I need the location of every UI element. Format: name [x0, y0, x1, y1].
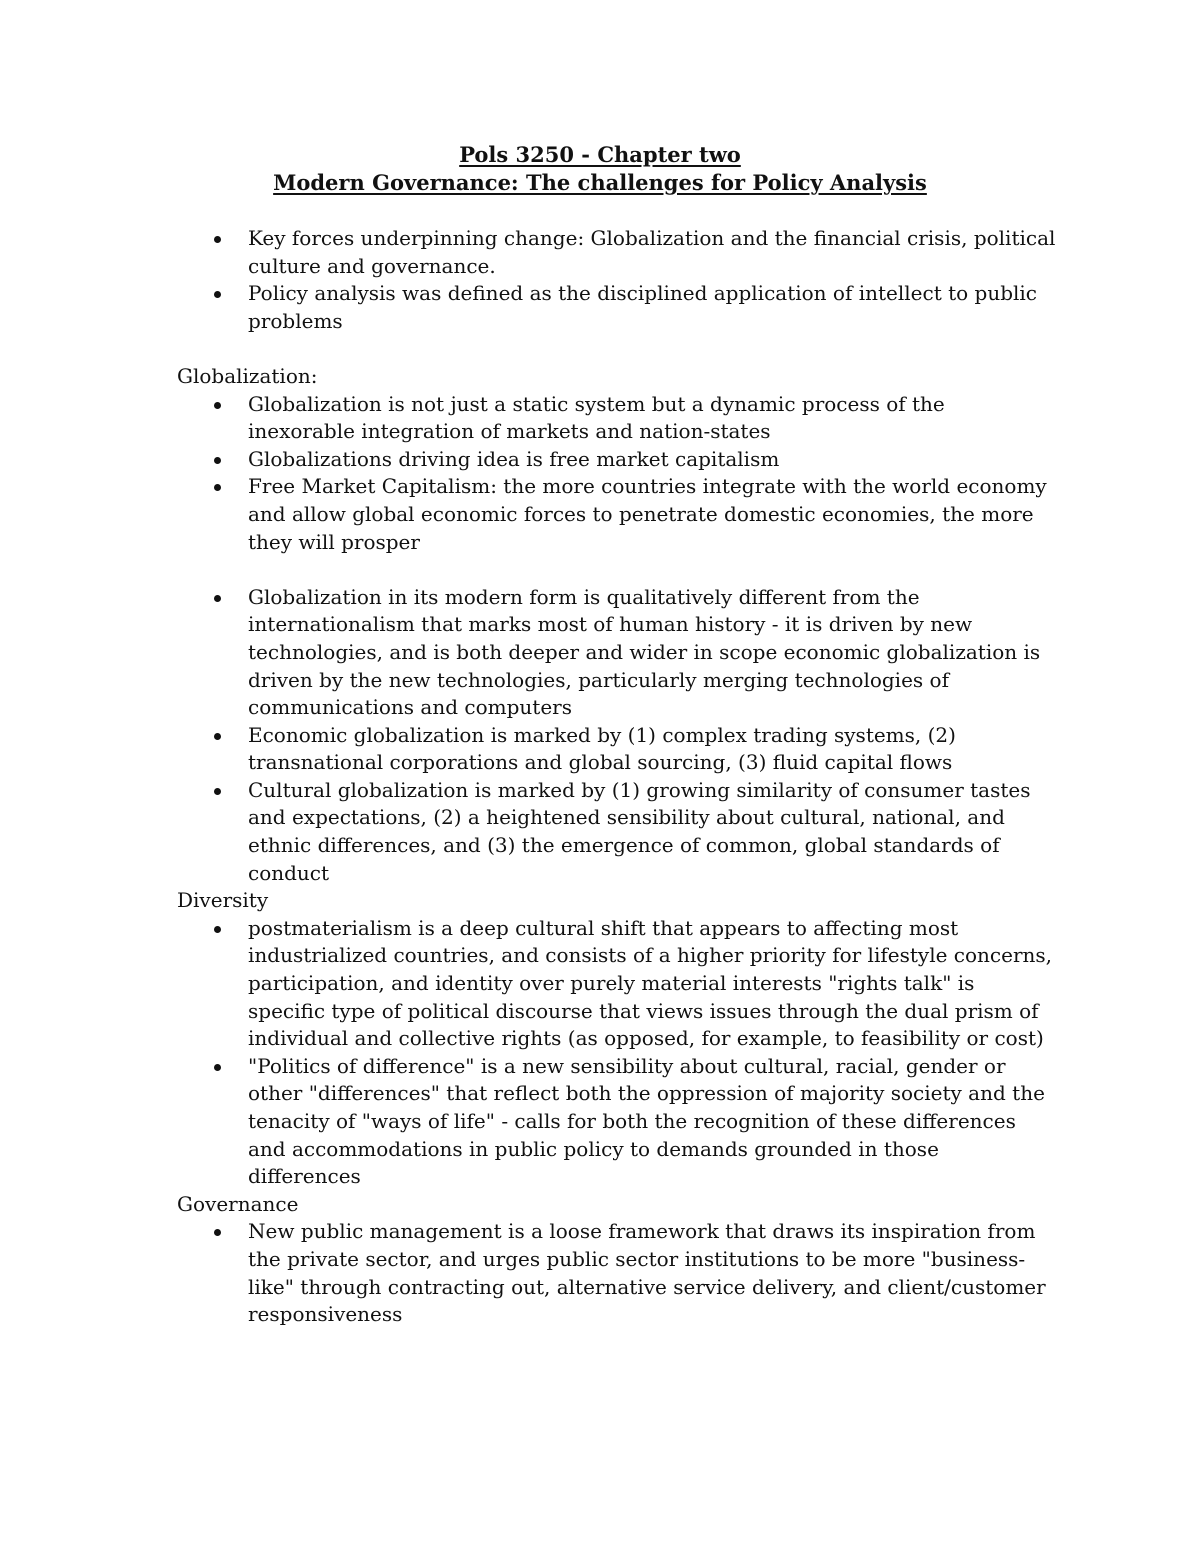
list-item-text: Economic globalization is marked by (1) complex trading systems, (2) transnational corporations and global sourcing, (3) fluid capital flows	[248, 722, 956, 775]
bullet-icon	[214, 595, 221, 602]
globalization-list-continued	[177, 584, 1057, 888]
bullet-icon	[214, 733, 221, 740]
list-item-text: Free Market Capitalism: the more countries integrate with the world economy and allow global economic forces to penetrate domestic economies, the more they will prosper	[248, 474, 1047, 554]
bullet-icon	[214, 926, 221, 933]
list-item-text: Globalization in its modern form is qualitatively different from the internationalism that marks most of human history - it is driven by new technologies, and is both deeper and wider in scope economic globalization is driven by the new technologies, particularly merging technologies of communications and computers	[248, 584, 1041, 720]
list-item	[177, 225, 1057, 280]
bullet-icon	[214, 1064, 221, 1071]
title-block	[0, 141, 1200, 197]
list-item	[177, 446, 1057, 474]
intro-list	[177, 225, 1057, 335]
list-item	[177, 1218, 1057, 1328]
list-item	[177, 280, 1057, 335]
list-item	[177, 584, 1057, 722]
bullet-icon	[214, 484, 221, 491]
section-heading-globalization: Globalization:	[177, 363, 318, 388]
bullet-icon	[214, 788, 221, 795]
list-item	[177, 777, 1057, 887]
list-item-text: Globalizations driving idea is free market capitalism	[248, 446, 780, 471]
document-title: Pols 3250 - Chapter two	[459, 142, 741, 167]
globalization-list	[177, 391, 1057, 557]
list-item-text: Policy analysis was defined as the disciplined application of intellect to public problems	[248, 281, 1038, 333]
list-item-text: "Politics of difference" is a new sensibility about cultural, racial, gender or other "differences" that reflect both the oppression of majority society and the tenacity of "ways of life" - calls for both the recognition of these differences and accommodations in public policy to demands grounded in those differences	[248, 1053, 1045, 1189]
bullet-icon	[214, 1229, 221, 1236]
list-item	[177, 722, 1057, 777]
diversity-list	[177, 915, 1057, 1191]
list-item	[177, 1053, 1057, 1191]
spacer	[177, 335, 1057, 363]
list-item-text: New public management is a loose framework that draws its inspiration from the private sector, and urges public sector institutions to be more "business-like" through contracting out, alternative service delivery, and client/customer responsiveness	[248, 1219, 1046, 1327]
section-heading-governance: Governance	[177, 1191, 299, 1216]
list-item	[177, 915, 1057, 1053]
document-subtitle: Modern Governance: The challenges for Policy Analysis	[273, 170, 927, 195]
list-item-text: Key forces underpinning change: Globalization and the financial crisis, political culture and governance.	[248, 226, 1056, 278]
list-item-text: Cultural globalization is marked by (1) growing similarity of consumer tastes and expectations, (2) a heightened sensibility about cultural, national, and ethnic differences, and (3) the emergence of common, global standards of conduct	[248, 777, 1031, 885]
list-item	[177, 473, 1057, 556]
governance-list	[177, 1218, 1057, 1328]
bullet-icon	[214, 457, 221, 464]
bullet-icon	[214, 291, 221, 298]
list-item	[177, 391, 1057, 446]
section-heading-diversity: Diversity	[177, 888, 269, 913]
spacer	[177, 556, 1057, 584]
document-body	[177, 225, 1057, 1329]
bullet-icon	[214, 402, 221, 409]
list-item-text: Globalization is not just a static system but a dynamic process of the inexorable integration of markets and nation-states	[248, 391, 945, 444]
list-item-text: postmaterialism is a deep cultural shift that appears to affecting most industrialized countries, and consists of a higher priority for lifestyle concerns, participation, and identity over purely material interests "rights talk" is specific type of political discourse that views issues through the dual prism of individual and collective rights (as opposed, for example, to feasibility or cost)	[248, 915, 1053, 1051]
bullet-icon	[214, 236, 221, 243]
